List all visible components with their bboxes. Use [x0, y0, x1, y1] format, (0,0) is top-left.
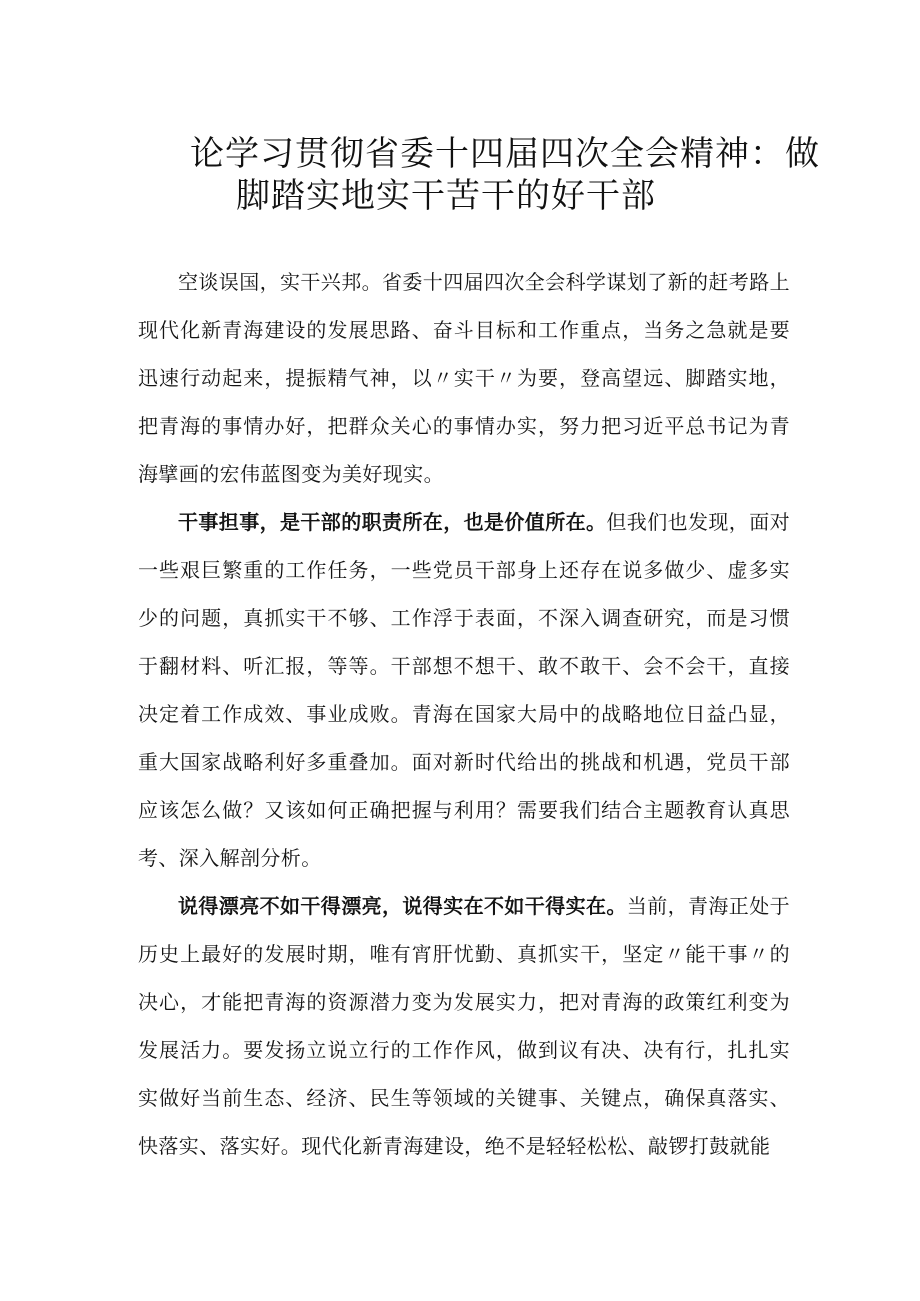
- article-body: [138, 258, 790, 1170]
- paragraph-2-lead: 干事担事，是干部的职责所在，也是价值所在。: [178, 510, 607, 534]
- paragraph-2-text: 但我们也发现，面对一些艰巨繁重的工作任务，一些党员干部身上还存在说多做少、虚多实少的问题，真抓实干不够、工作浮于表面，不深入调查研究，而是习惯于翻材料、听汇报，等等。干部想不想干、敢不敢干、会不会干，直接决定着工作成效、事业成败。青海在国家大局中的战略地位日益凸显，重大国家战略利好多重叠加。面对新时代给出的挑战和机遇，党员干部应该怎么做？又该如何正确把握与利用？需要我们结合主题教育认真思考、深入解剖分析。: [138, 510, 791, 870]
- page-title-line-2: 脚踏实地实干苦干的好干部: [236, 176, 656, 216]
- paragraph-2: [138, 498, 790, 882]
- paragraph-3: [138, 882, 790, 1170]
- paragraph-3-lead: 说得漂亮不如干得漂亮，说得实在不如干得实在。: [178, 894, 627, 918]
- paragraph-1-text: 空谈误国，实干兴邦。省委十四届四次全会科学谋划了新的赶考路上现代化新青海建设的发展思路、奋斗目标和工作重点，当务之急就是要迅速行动起来，提振精气神，以〃实干〃为要，登高望远、脚踏实地，把青海的事情办好，把群众关心的事情办实，努力把习近平总书记为青海擘画的宏伟蓝图变为美好现实。: [138, 270, 790, 486]
- paragraph-3-text: 当前，青海正处于历史上最好的发展时期，唯有宵肝忧勤、真抓实干，坚定〃能干事〃的决心，才能把青海的资源潜力变为发展实力，把对青海的政策红利变为发展活力。要发扬立说立行的工作作风，做到议有决、决有行，扎扎实实做好当前生态、经济、民生等领域的关键事、关键点，确保真落实、快落实、落实好。现代化新青海建设，绝不是轻轻松松、敲锣打鼓就能: [138, 894, 791, 1158]
- page-title-line-1: 论学习贯彻省委十四届四次全会精神：做: [190, 134, 820, 174]
- paragraph-1: [138, 258, 790, 498]
